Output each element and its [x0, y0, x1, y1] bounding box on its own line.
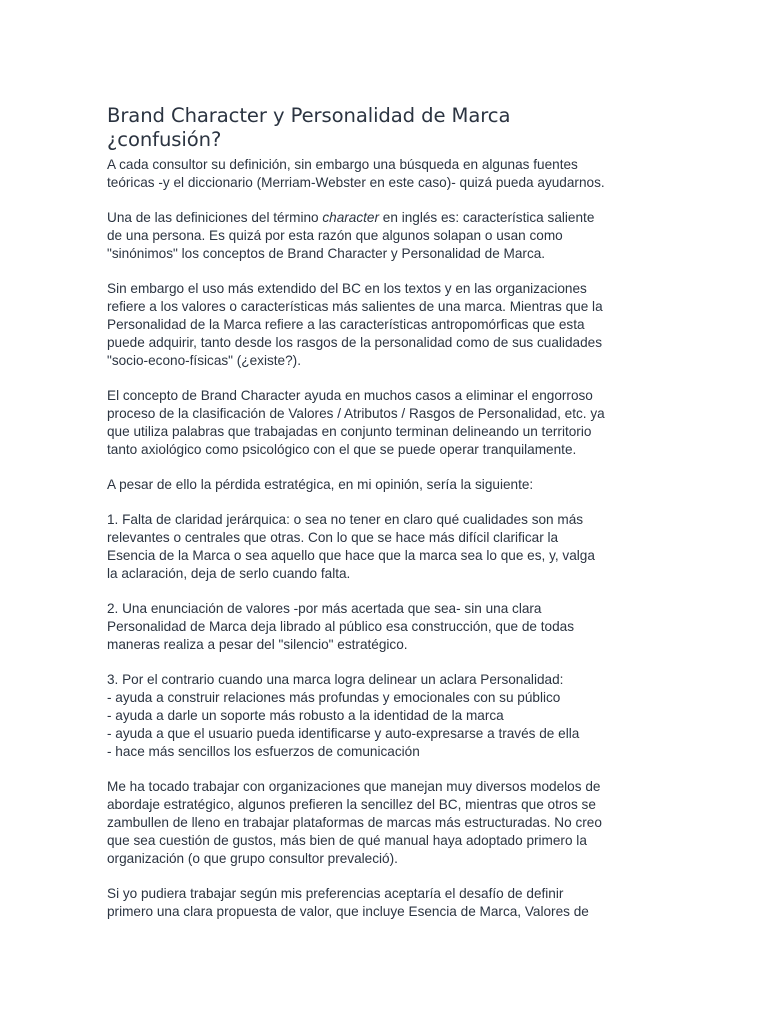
text-line: "socio-econo-físicas" (¿existe?).	[107, 353, 301, 368]
list-item: - ayuda a darle un soporte más robusto a la identidad de la marca	[107, 708, 504, 723]
text-line: proceso de la clasificación de Valores / Atributos / Rasgos de Personalidad, etc. ya	[107, 406, 605, 421]
text-line: 1. Falta de claridad jerárquica: o sea no tener en claro qué cualidades son más	[107, 512, 584, 527]
text-line: Personalidad de la Marca refiere a las características antropomórficas que esta	[107, 317, 585, 332]
text-line: Esencia de la Marca o sea aquello que hace que la marca sea lo que es, y, valga	[107, 548, 595, 563]
text-line: abordaje estratégico, algunos prefieren la sencillez del BC, mientras que otros se	[107, 797, 596, 812]
text-line: de una persona. Es quizá por esta razón que algunos solapan o usan como	[107, 228, 563, 243]
text-segment: Una de las definiciones del término	[107, 210, 323, 225]
title-line: Brand Character y Personalidad de Marca	[107, 104, 511, 127]
paragraph-usage	[107, 280, 667, 370]
text-line: Personalidad de Marca deja librado al público esa construcción, que de todas	[107, 619, 575, 634]
text-line: Sin embargo el uso más extendido del BC en los textos y en las organizaciones	[107, 281, 587, 296]
paragraph-intro	[107, 156, 667, 192]
paragraph-concept	[107, 387, 667, 459]
title-line: ¿confusión?	[107, 128, 222, 151]
paragraph-point-3	[107, 671, 667, 761]
text-line: "sinónimos" los conceptos de Brand Character y Personalidad de Marca.	[107, 246, 546, 261]
text-line: A cada consultor su definición, sin embargo una búsqueda en algunas fuentes	[107, 157, 578, 172]
text-line: Si yo pudiera trabajar según mis preferencias aceptaría el desafío de definir	[107, 886, 564, 901]
document-body	[107, 104, 667, 938]
text-line: Me ha tocado trabajar con organizaciones que manejan muy diversos modelos de	[107, 779, 601, 794]
paragraph-point-1	[107, 511, 667, 583]
text-line: que utiliza palabras que trabajadas en conjunto terminan delineando un territorio	[107, 424, 592, 439]
text-line: organización (o que grupo consultor prevaleció).	[107, 851, 398, 866]
text-line: zambullen de lleno en trabajar plataformas de marcas más estructuradas. No creo	[107, 815, 602, 830]
text-line: la aclaración, deja de serlo cuando falta.	[107, 566, 351, 581]
text-line: tanto axiológico como psicológico con el que se puede operar tranquilamente.	[107, 442, 577, 457]
text-line: primero una clara propuesta de valor, que incluye Esencia de Marca, Valores de	[107, 904, 589, 919]
text-line: maneras realiza a pesar del "silencio" estratégico.	[107, 637, 408, 652]
paragraph-definition	[107, 209, 667, 263]
text-line: A pesar de ello la pérdida estratégica, en mi opinión, sería la siguiente:	[107, 477, 534, 492]
text-line: relevantes o centrales que otras. Con lo que se hace más difícil clarificar la	[107, 530, 559, 545]
text-segment: en inglés es: característica saliente	[379, 210, 595, 225]
paragraph-experience	[107, 778, 667, 868]
list-item: - ayuda a que el usuario pueda identificarse y auto-expresarse a través de ella	[107, 726, 580, 741]
list-item: - ayuda a construir relaciones más profundas y emocionales con su público	[107, 690, 561, 705]
text-line: puede adquirir, tanto desde los rasgos de la personalidad como de sus cualidades	[107, 335, 602, 350]
list-item: - hace más sencillos los esfuerzos de comunicación	[107, 744, 420, 759]
emphasis-character: character	[322, 210, 380, 225]
text-line: El concepto de Brand Character ayuda en muchos casos a eliminar el engorroso	[107, 388, 593, 403]
paragraph-loss	[107, 476, 667, 494]
text-line: teóricas -y el diccionario (Merriam-Webster en este caso)- quizá pueda ayudarnos.	[107, 175, 605, 190]
text-line: 2. Una enunciación de valores -por más acertada que sea- sin una clara	[107, 601, 542, 616]
paragraph-preferences	[107, 885, 667, 921]
text-line: 3. Por el contrario cuando una marca logra delinear un aclara Personalidad:	[107, 672, 564, 687]
text-line	[107, 209, 667, 227]
text-line: que sea cuestión de gustos, más bien de qué manual haya adoptado primero la	[107, 833, 587, 848]
text-line: refiere a los valores o características más salientes de una marca. Mientras que la	[107, 299, 603, 314]
paragraph-point-2	[107, 600, 667, 654]
document-title	[107, 104, 667, 152]
